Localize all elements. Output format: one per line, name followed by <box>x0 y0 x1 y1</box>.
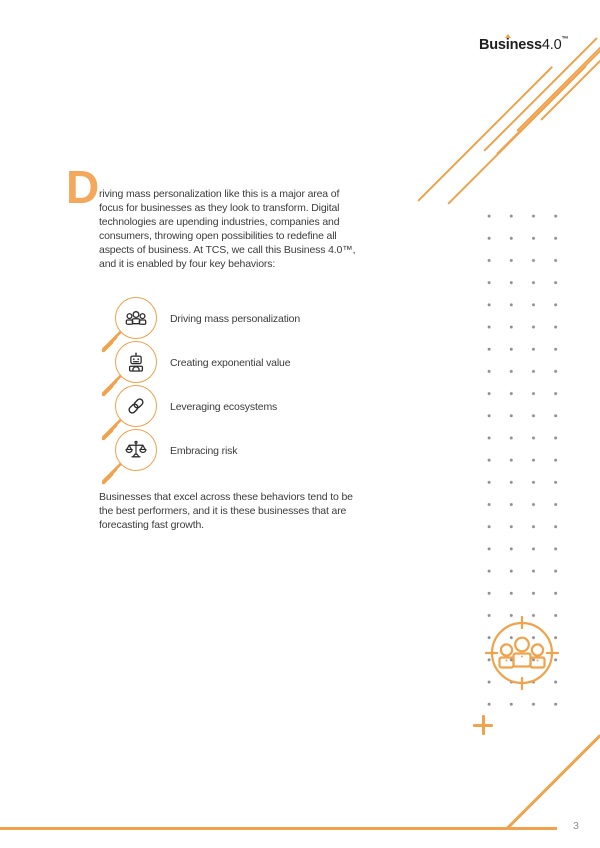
behavior-item-embracing-risk <box>99 428 419 472</box>
crowd-icon <box>125 307 147 329</box>
footer-diagonal-line <box>506 734 600 829</box>
closing-line: the best performers, and it is these businesses that are <box>99 504 347 517</box>
target-group-icon <box>482 613 562 693</box>
intro-line: riving mass personalization like this is a major area of <box>99 188 340 200</box>
intro-paragraph <box>99 188 355 271</box>
behavior-label: Embracing risk <box>170 445 238 457</box>
logo-text-pre: Bus <box>479 37 506 53</box>
logo-version: 4.0 <box>541 37 562 53</box>
behavior-label: Leveraging ecosystems <box>170 401 278 413</box>
diagonal-lines-decoration <box>380 0 600 215</box>
intro-line: and it is enabled by four key behaviors: <box>99 257 276 270</box>
logo-accent-letter: i <box>506 37 510 53</box>
behavior-item-driving-mass-personalization <box>99 296 419 340</box>
intro-line: consumers, throwing open possibilities to redefine all <box>99 229 337 242</box>
scales-icon <box>125 439 147 461</box>
behavior-label: Creating exponential value <box>170 357 291 369</box>
intro-line: technologies are upending industries, companies and <box>99 215 340 228</box>
behavior-item-creating-exponential-value <box>99 340 419 384</box>
chain-link-icon <box>125 395 147 417</box>
plus-icon <box>473 715 493 735</box>
behavior-item-leveraging-ecosystems <box>99 384 419 428</box>
logo-text-post: ness <box>509 37 542 53</box>
closing-line: forecasting fast growth. <box>99 518 204 531</box>
robot-icon <box>125 351 147 373</box>
drop-cap: D <box>66 161 100 213</box>
closing-paragraph <box>99 491 353 533</box>
footer-rule <box>0 827 557 830</box>
behavior-label: Driving mass personalization <box>170 313 301 325</box>
page-number: 3 <box>573 820 579 832</box>
behaviors-list <box>99 296 419 472</box>
intro-line: aspects of business. At TCS, we call this Business 4.0™, <box>99 243 356 256</box>
closing-line: Businesses that excel across these behaviors tend to be <box>99 491 353 503</box>
trademark-symbol: ™ <box>561 36 569 43</box>
intro-line: focus for businesses as they look to transform. Digital <box>99 201 340 214</box>
